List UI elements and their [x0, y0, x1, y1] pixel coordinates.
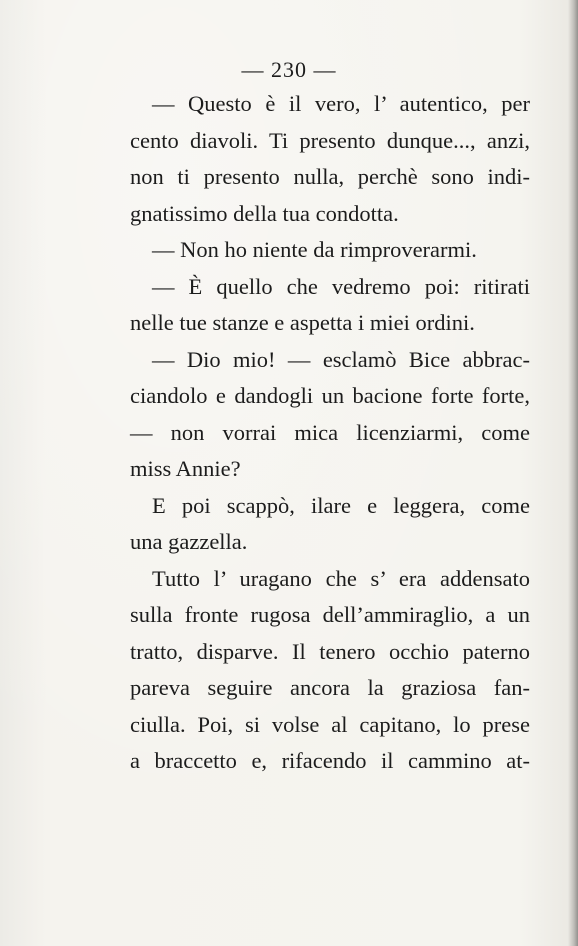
text-line: non ti presento nulla, perchè sono indi-	[130, 164, 530, 189]
text-line: E poi scappò, ilare e leggera, come	[152, 492, 530, 518]
text-line: ciandolo e dandogli un bacione forte forte,	[130, 383, 530, 408]
text-line: — È quello che vedremo poi: ritirati	[152, 273, 530, 299]
text-line: una gazzella.	[130, 529, 248, 554]
page-number: — 230 —	[241, 57, 337, 82]
body-text	[130, 86, 530, 780]
page-edge-shadow	[568, 0, 578, 946]
text-line: — non vorrai mica licenziarmi, come	[130, 419, 530, 445]
text-line: ciulla. Poi, si volse al capitano, lo prese	[130, 711, 530, 737]
text-line: — Non ho niente da rimproverarmi.	[152, 237, 477, 262]
text-line: — Questo è il vero, l’ autentico, per	[152, 91, 530, 116]
text-line: nelle tue stanze e aspetta i miei ordini.	[130, 310, 475, 335]
text-line: gnatissimo della tua condotta.	[130, 200, 399, 226]
text-line: pareva seguire ancora la graziosa fan-	[130, 675, 530, 700]
text-line: cento diavoli. Ti presento dunque..., anzi,	[130, 127, 530, 153]
text-line: — Dio mio! — esclamò Bice abbrac-	[152, 346, 530, 372]
text-line: miss Annie?	[130, 456, 241, 481]
text-line: sulla fronte rugosa dell’ammiraglio, a un	[130, 602, 530, 627]
text-line: tratto, disparve. Il tenero occhio paterno	[130, 638, 530, 664]
text-line: Tutto l’ uragano che s’ era addensato	[152, 565, 530, 591]
text-line: a braccetto e, rifacendo il cammino at-	[130, 748, 530, 773]
